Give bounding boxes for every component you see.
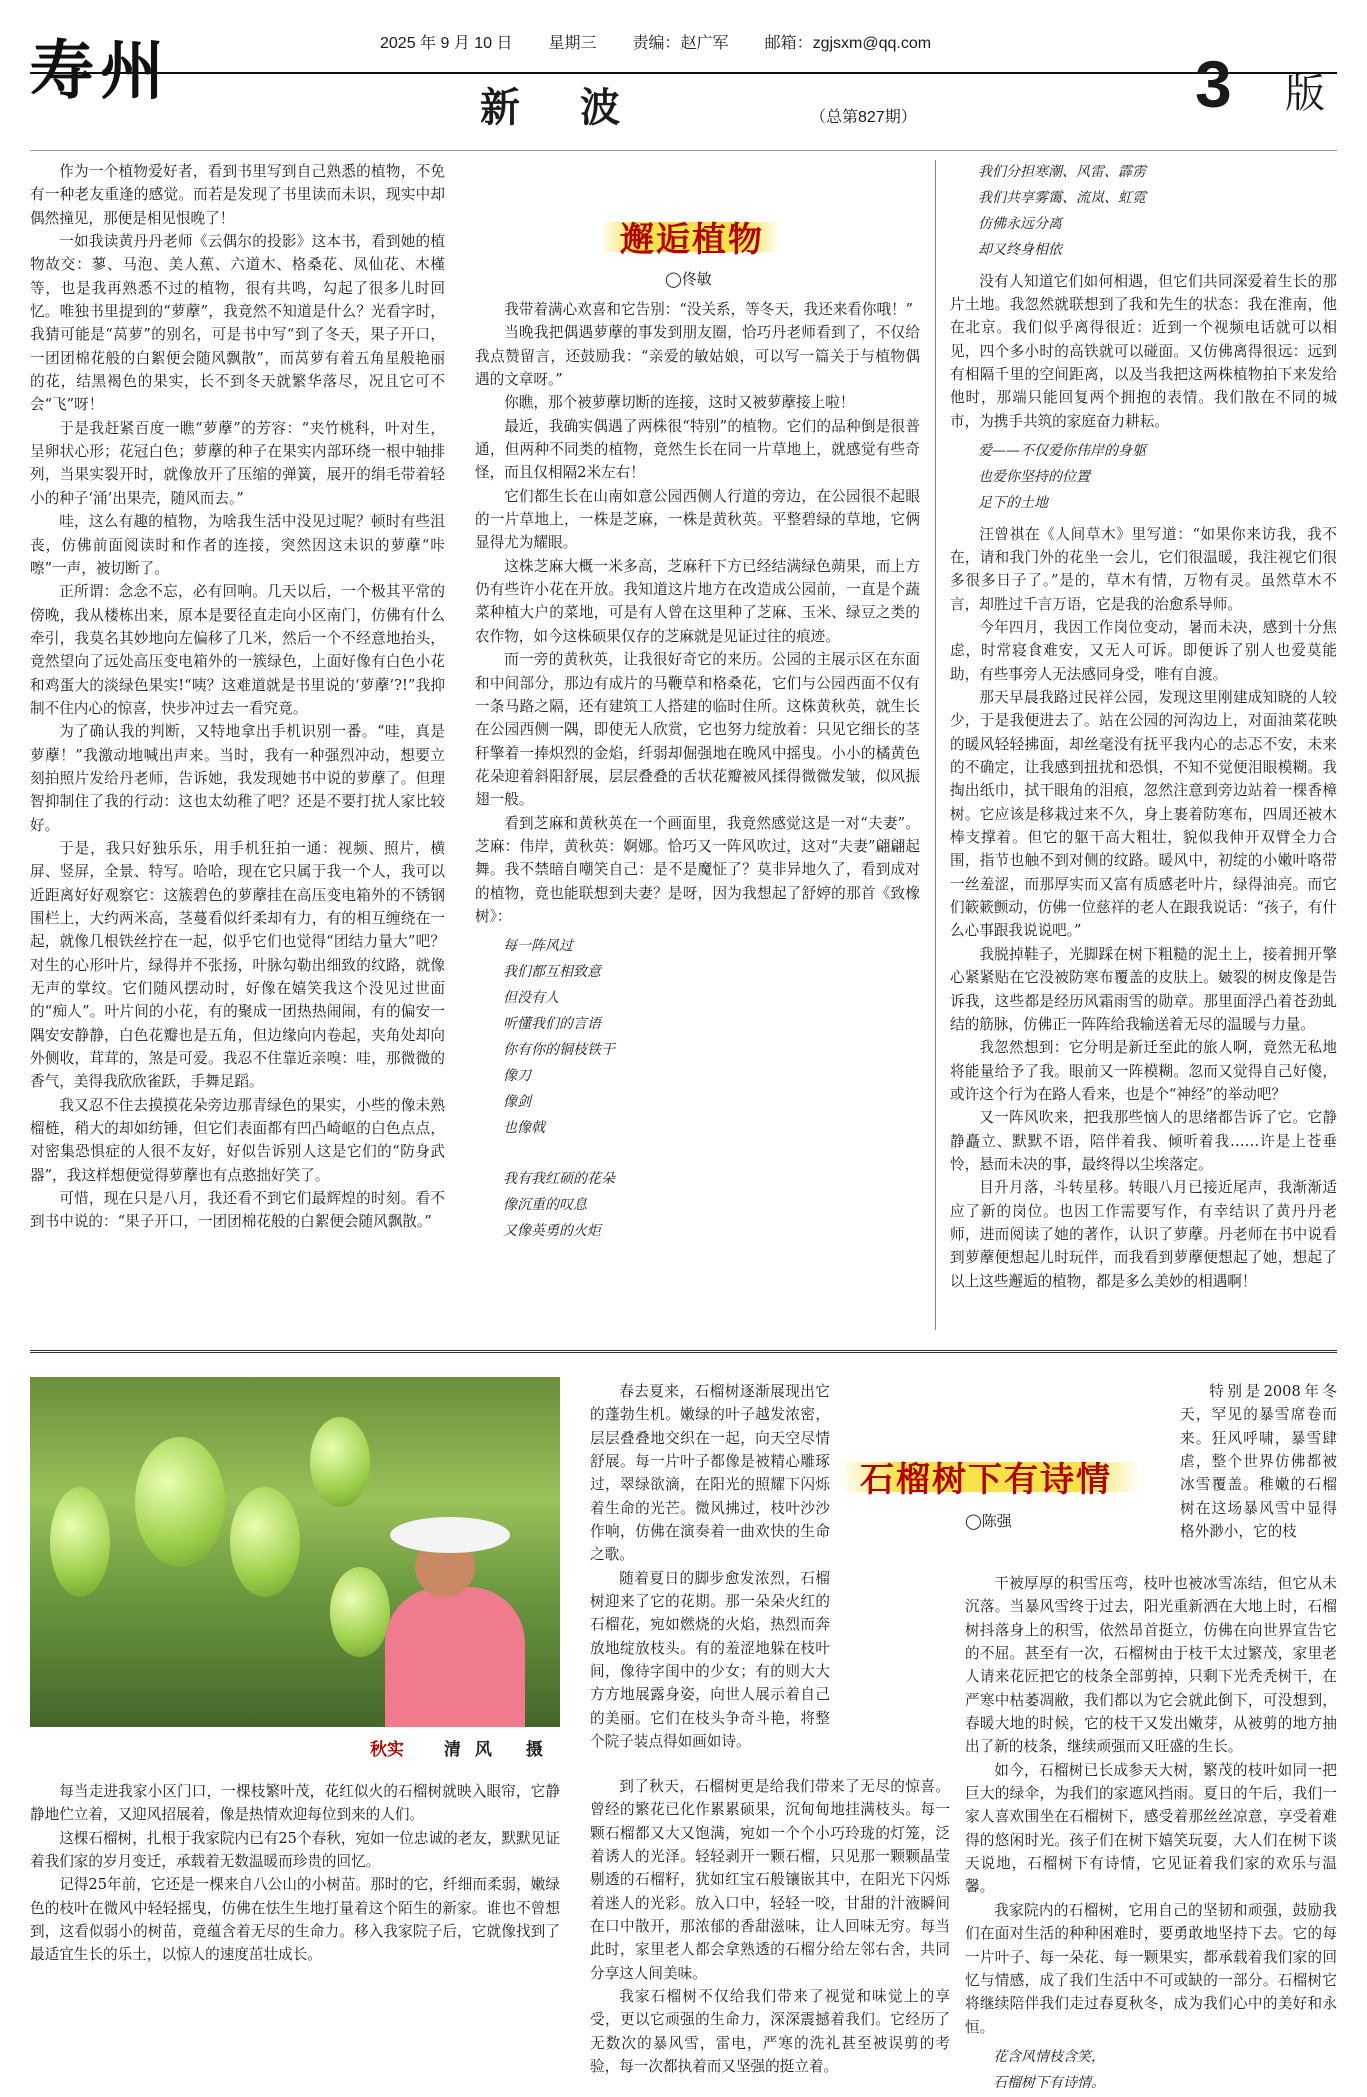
poem-line: 像刀	[503, 1067, 531, 1084]
paragraph: 今年四月，我因工作岗位变动，暑而未决，感到十分焦虑，时常寝食难安，又无人可诉。即便诉了别人也爱莫能助，有些事旁人无法感同身受，唯有自渡。	[950, 619, 1337, 683]
article1-title: 邂逅植物	[620, 220, 764, 260]
paragraph: 又一阵风吹来，把我那些恼人的思绪都告诉了它。它静静矗立、默默不语，陪伴着我、倾听着我……许是上苍垂怜，悬而未决的事，最终得以尘埃落定。	[950, 1109, 1337, 1173]
paragraph: 为了确认我的判断，又特地拿出手机识别一番。“哇，真是萝藦！”我激动地喊出声来。当时，我有一种强烈冲动，想要立刻拍照片发给丹老师，告诉她，我发现她书中说的萝藦了。但理智抑制住了我的行动：这也太幼稚了吧？还是不要打扰人家比较好。	[30, 723, 445, 834]
paragraph: 我脱掉鞋子，光脚踩在树下粗糙的泥土上，接着拥开擎心紧紧贴在它没被防寒布覆盖的皮肤上。皴裂的树皮像是告诉我，这些都是经历风霜雨雪的勋章。那里面浮凸着苍劲虬结的筋脉，仿佛正一阵阵给我输送着无尽的温暖与力量。	[950, 945, 1337, 1033]
paragraph: 这株芝麻大概一米多高，芝麻秆下方已经结满绿色蒴果，而上方仍有些许小花在开放。我知道这片地方在改造成公园前，一直是个蔬菜种植大户的菜地，可是有人曾在这里种了芝麻、玉米、绿豆之类的农作物，如今这株硕果仅存的芝麻就是见证过往的痕迹。	[475, 557, 920, 645]
editor-credit: 责编：赵广军	[632, 35, 729, 52]
issue-weekday: 星期三	[548, 35, 597, 52]
section-divider	[30, 1350, 1337, 1353]
caption-title: 秋实	[370, 1740, 404, 1760]
paragraph: 我家院内的石榴树，它用自己的坚韧和顽强，鼓励我们在面对生活的种种困难时，要勇敢地坚持下去。它的每一片叶子、每一朵花、每一颗果实，都承载着我们家的回忆与情感，成了我们生活中不可或缺的一部分。石榴树它将继续陪伴我们走过春夏秋冬，成为我们心中的美好和永恒。	[965, 1901, 1337, 2036]
page-number: 3	[1195, 47, 1232, 121]
article2-byline: ◯陈强	[965, 1512, 1012, 1530]
paragraph: 当晚我把偶遇萝藦的事发到朋友圈，恰巧丹老师看到了，不仅给我点赞留言，还鼓励我：“亲爱的敏姑娘，可以写一篇关于与植物偶遇的文章呀。”	[475, 324, 920, 389]
column-divider	[935, 160, 936, 1330]
paragraph: 我家石榴树不仅给我们带来了视觉和味觉上的享受，更以它顽强的生命力，深深震撼着我们。它经历了无数次的暴风雪，雷电，严寒的洗礼甚至被误剪的考验，每一次都执着而又坚强的挺立着。	[590, 1988, 950, 2076]
article2-column-left	[30, 1780, 560, 2060]
paragraph: 我忽然想到：它分明是新迁至此的旅人啊，竟然无私地将能量给予了我。眼前又一阵模糊。忽而又觉得自己好傻，或许这个行为在路人看来，也是个“神经”的举动吧？	[950, 1039, 1337, 1103]
paragraph: 那天早晨我路过民祥公园，发现这里刚建成知晓的人较少，于是我便进去了。站在公园的河沟边上，对面油菜花映的暖风轻轻拂面，却丝毫没有抚平我内心的忐忑不安，未来的不确定，让我感到扭扰和恐惧，不知不觉便泪眼模糊。我掏出纸巾，拭干眼角的泪痕，忽然注意到旁边站着一棵香樟树。它应该是移栽过来不久，身上裹着防寒布，四周还被木棒支撑着。但它的躯干高大粗壮，貌似我伸开双臂全力合围，指节也触不到对侧的纹路。暖风中，初绽的小嫩叶咯带一丝羞涩，而那厚实而又富有质感老叶片，绿得油亮。而它们簌簌颤动，仿佛一位慈祥的老人在跟我说话：“孩子，有什么心事跟我说说吧。”	[950, 689, 1337, 940]
paragraph: 一如我读黄丹丹老师《云偶尔的投影》这本书，看到她的植物故交：蓼、马泡、美人蕉、六道木、格桑花、凤仙花、木槿等，也是我再熟悉不过的植物，很有共鸣，勾起了很多儿时回忆。唯独书里提到的“萝藦”，我竟然不知道是什么？光看字时，我猜可能是“莴萝”的别名，可是书中写“到了冬天，果子开口，一团团棉花般的白絮便会随风飘散”，而莴萝有着五角星般艳丽的花，结黑褐色的果实，长不到冬天就繁华落尽，况且它可不会“飞”呀！	[30, 233, 445, 414]
article1-column-2	[475, 298, 920, 1330]
issue-number: （总第827期）	[810, 109, 917, 126]
section-name: 新波	[480, 84, 680, 131]
paragraph: 作为一个植物爱好者，看到书里写到自己熟悉的植物，不免有一种老友重逢的感觉。而若是发现了书里读而未识，现实中却偶然撞见，那便是相见恨晚了！	[30, 163, 445, 227]
paragraph: 随着夏日的脚步愈发浓烈，石榴树迎来了它的花期。那一朵朵火红的石榴花，宛如燃烧的火焰，热烈而奔放地绽放枝头。有的羞涩地躲在枝叶间，像待字闺中的少女；有的则大大方方地展露身姿，向世人展示着自己的美丽。它们在枝头争奇斗艳，将整个院子装点得如画如诗。	[590, 1569, 830, 1751]
paragraph: 目升月落，斗转星移。转眼八月已接近尾声，我渐渐适应了新的岗位。也因工作需要写作，有幸结识了黄丹丹老师，进而阅读了她的著作，认识了萝藦。丹老师在书中说看到萝藦便想起儿时玩伴，而我看到萝藦便想起了她，想起了以上这些邂逅的植物，都是多么美妙的相遇啊！	[950, 1179, 1337, 1290]
grape-cluster	[310, 1417, 370, 1507]
masthead-info	[380, 30, 931, 53]
paragraph: 汪曾祺在《人间草木》里写道：“如果你来访我，我不在，请和我门外的花坐一会儿，它们很温暖，我注视它们很多很多日子了。”是的，草木有情，万物有灵。虽然草木不言，却胜过千言万语，它是我的治愈系导师。	[950, 525, 1337, 613]
poem-line: 听懂我们的言语	[503, 1015, 601, 1032]
poem-line: 我们都互相致意	[503, 964, 601, 981]
grape-harvest-photo	[30, 1377, 560, 1727]
poem-line: 我们共享雾霭、流岚、虹霓	[978, 189, 1146, 206]
poem-line: 你有你的铜枝铁干	[503, 1041, 615, 1058]
grape-cluster	[230, 1487, 300, 1597]
poem-line	[503, 1141, 920, 1167]
paragraph: 如今，石榴树已长成参天大树，繁茂的枝叶如同一把巨大的绿伞，为我们的家遮风挡雨。夏日的午后，我们一家人喜欢围坐在石榴树下，感受着那丝丝凉意，享受着难得的悠闲时光。孩子们在树下嬉笑玩耍，大人们在树下谈天说地，石榴树下有诗情，它见证着我们家的欢乐与温馨。	[965, 1761, 1337, 1896]
article2-column-right	[965, 1572, 1337, 2091]
article1-byline: ◯佟敏	[665, 270, 712, 288]
sun-hat	[390, 1517, 510, 1553]
paragraph: 这棵石榴树，扎根于我家院内已有25个春秋，宛如一位忠诚的老友，默默见证着我们家的岁月变迁，承载着无数温暖而珍贵的回忆。	[30, 1829, 560, 1871]
poem-line: 但没有人	[503, 990, 559, 1007]
caption-author: 清风 摄	[443, 1740, 557, 1760]
poem-line: 也像戟	[503, 1119, 545, 1136]
paragraph: 它们都生长在山南如意公园西侧人行道的旁边，在公园很不起眼的一片草地上，一株是芝麻，一株是黄秋英。平整碧绿的草地，它俩显得尤为耀眼。	[475, 487, 920, 552]
poem-line: 却又终身相依	[978, 241, 1062, 258]
poem-line: 也爱你坚持的位置	[978, 468, 1090, 485]
editor-email: 邮箱：zgjsxm@qq.com	[764, 35, 932, 52]
poem-line: 石榴树下有诗情。	[993, 2074, 1105, 2091]
poem-line: 我们分担寒潮、风雷、霹雳	[978, 164, 1146, 180]
article2-column-mid-bottom	[590, 1775, 950, 2076]
poem-line: 仿佛永远分离	[978, 215, 1062, 232]
paragraph: 看到芝麻和黄秋英在一个画面里，我竟然感觉这是一对“夫妻”。芝麻：伟岸，黄秋英：婀娜。恰巧又一阵风吹过，这对“夫妻”翩翩起舞。我不禁暗自嘲笑自己：是不是魔怔了？莫非异地久了，看到成对的植物，竟也能联想到夫妻？是呀，因为我想起了舒婷的那首《致橡树》：	[475, 814, 920, 925]
paragraph: 干被厚厚的积雪压弯，枝叶也被冰雪冻结，但它从未沉落。当暴风雪终于过去，阳光重新洒在大地上时，石榴树抖落身上的积雪，依然昂首挺立，仿佛在向世界宣告它的不屈。甚至有一次，石榴树由于枝干太过繁茂，家里老人请来花匠把它的枝条全部剪掉，只剩下光秃秃树干，在严寒中枯萎凋敝，我们都以为它会就此倒下，可没想到，春暖大地的时候，它的枝干又发出嫩芽，从被剪的地方抽出了新的枝条，继续顽强而又旺盛的生长。	[965, 1575, 1337, 1756]
paragraph: 而一旁的黄秋英，让我很好奇它的来历。公园的主展示区在东面和中间部分，那边有成片的马鞭草和格桑花，它们与公园西面不仅有一条马路之隔，还有建筑工人搭建的临时住所。这株黄秋英，就生长在公园西侧一隅，即使无人欣赏，它也努力绽放着：只见它细长的茎秆擎着一捧炽烈的金焰，纤弱却倔强地在晚风中摇曳。小小的橘黄色花朵迎着斜阳舒展，层层叠叠的舌状花瓣被风揉得微微发皱，似风振翅一般。	[475, 651, 920, 809]
poem-line: 我有我红硕的花朵	[503, 1171, 615, 1188]
paragraph: 我带着满心欢喜和它告别：“没关系，等冬天，我还来看你哦！”	[504, 301, 914, 318]
article1-poem-1	[475, 934, 920, 1245]
paragraph: 记得25年前，它还是一棵来自八公山的小树苗。那时的它，纤细而柔弱，嫩绿色的枝叶在微风中轻轻摇曳，仿佛在怯生生地打量着这个陌生的新家。谁也不曾想到，这看似弱小的树苗，竟蕴含着无尽的生命力。移入我家院子后，它就像找到了最适宜生长的乐土，以惊人的速度茁壮成长。	[30, 1876, 560, 1964]
poem-line: 足下的土地	[978, 494, 1048, 511]
photo-caption	[370, 1735, 557, 1760]
poem-line: 又像英勇的火炬	[503, 1223, 601, 1240]
article1-column-1	[30, 160, 445, 1330]
article1-poem-3	[950, 439, 1337, 517]
paragraph: 每当走进我家小区门口，一棵枝繁叶茂，花红似火的石榴树就映入眼帘，它静静地伫立着，又迎风招展着，像是热情欢迎每位到来的人们。	[30, 1783, 560, 1824]
paragraph: 你瞧，那个被萝藦切断的连接，这时又被萝藦接上啦！	[504, 394, 855, 412]
grape-cluster	[135, 1437, 225, 1567]
paragraph: 正所谓：念念不忘，必有回响。几天以后，一个极其平常的傍晚，我从楼栋出来，原本是要径直走向小区南门，仿佛有什么牵引，我莫名其妙地向左偏移了几米，然后一个不经意地抬头，竟然望向了远处高压变电箱外的一簇绿色，上面好像有白色小花和鸡蛋大的淡绿色果实!“咦？这难道就是书里说的‘萝藦’?!”我抑制不住内心的惊喜，快步冲过去一看究竟。	[30, 583, 445, 717]
paragraph: 特别是2008年冬天，罕见的暴雪席卷而来。狂风呼啸，暴雪肆虐，整个世界仿佛都被冰雪覆盖。稚嫩的石榴树在这场暴风雪中显得格外渺小，它的枝	[1180, 1383, 1337, 1541]
paragraph: 于是我赶紧百度一瞧“萝藦”的芳容：“夹竹桃科，叶对生，呈卵状心形；花冠白色；萝藦的种子在果实内部环绕一根中轴排列，当果实裂开时，就像放开了压缩的弹簧，展开的绢毛带着轻小的种子‘涌’出果壳，随风而去。”	[30, 419, 445, 507]
article1-column-3	[950, 160, 1337, 1330]
page-label: 版	[1285, 71, 1325, 117]
poem-line: 爱——不仅爱你伟岸的身躯	[978, 442, 1146, 459]
grape-cluster	[330, 1567, 390, 1657]
article2-column-right-top	[1180, 1380, 1337, 1570]
grape-cluster	[50, 1487, 110, 1597]
masthead-logo: 寿州	[30, 34, 170, 109]
issue-date: 2025 年 9 月 10 日	[380, 35, 513, 52]
poem-line: 每一阵风过	[503, 938, 573, 955]
poem-line: 像沉重的叹息	[503, 1197, 587, 1214]
paragraph: 哇，这么有趣的植物，为啥我生活中没见过呢？顿时有些沮丧，仿佛前面阅读时和作者的连接，突然因这未识的萝藦“咔嚓”一声，被切断了。	[30, 513, 445, 577]
header-rule	[30, 150, 1337, 151]
masthead-rule	[30, 72, 1337, 74]
article2-column-mid-top	[590, 1380, 830, 1770]
paragraph: 到了秋天，石榴树更是给我们带来了无尽的惊喜。曾经的繁花已化作累累硕果，沉甸甸地挂满枝头。每一颗石榴都又大又饱满，宛如一个个小巧玲珑的灯笼，泛着诱人的光泽。轻轻剥开一颗石榴，只见那一颗颗晶莹剔透的石榴籽，犹如红宝石般镶嵌其中，在阳光下闪烁着迷人的光彩。放入口中，轻轻一咬，甘甜的汁液瞬间在口中散开，那浓郁的香甜滋味，让人回味无穷。每当此时，家里老人都会拿熟透的石榴分给左邻右舍，共同分享这人间美味。	[590, 1778, 950, 1982]
paragraph: 最近，我确实偶遇了两株很“特别”的植物。它们的品种倒是很普通，但两种不同类的植物，竟然生长在同一片草地上，就感觉有些奇怪，而且仅相隔2米左右！	[475, 417, 920, 482]
paragraph: 可惜，现在只是八月，我还看不到它们最辉煌的时刻。看不到书中说的：“果子开口，一团团棉花般的白絮便会随风飘散。”	[30, 1190, 445, 1231]
paragraph: 于是，我只好独乐乐，用手机狂拍一通：视频、照片，横屏、竖屏，全景、特写。哈哈，现在它只属于我一个人，我可以近距离好好观察它：这簇碧色的萝藦挂在高压变电箱外的不锈钢围栏上，大约两米高，茎蔓看似纤柔却有力，有的相互缠绕在一起，就像几根铁丝拧在一起，似乎它们也觉得“团结力量大”吧？对生的心形叶片，绿得并不张扬，叶脉勾勒出细致的纹路，就像无声的掌纹。它们随风摆动时，好像在嬉笑我这个没见过世面的“痴人”。叶片间的小花，有的聚成一团热热闹闹，有的偏安一隅安安静静，白色花瓣也是五角，但边缘向内卷起，夹角处却向外侧收，茸茸的，煞是可爱。我忍不住靠近亲嗅：哇，那微微的香气，美得我欣欣雀跃，手舞足蹈。	[30, 839, 445, 1091]
article2-title: 石榴树下有诗情	[860, 1460, 1112, 1500]
article1-poem-2	[950, 160, 1337, 264]
paragraph: 我又忍不住去摸摸花朵旁边那青绿色的果实，小些的像未熟榴梿，稍大的却如纺锤，但它们表面都有凹凸崎岖的白色点点，对密集恐惧症的人很不友好，好似告诉别人这是它们的“防身武器”，我这样想便觉得萝藦也有点憨拙好笑了。	[30, 1096, 445, 1184]
person-figure	[385, 1587, 525, 1727]
poem-line: 像剑	[503, 1093, 531, 1110]
article2-closing-poem	[965, 2045, 1337, 2097]
paragraph: 没有人知道它们如何相遇，但它们共同深爱着生长的那片土地。我忽然就联想到了我和先生的状态：我在淮南，他在北京。我们似乎离得很近：近到一个视频电话就可以相见，四个多小时的高铁就可以碰面。又仿佛离得很远：远到有相隔千里的空间距离，以及当我把这两株植物拍下来发给他时，那端只能回复两个拥抱的表情。我们散在不同的城市，为携手共筑的家庭奋力耕耘。	[950, 272, 1337, 430]
paragraph: 春去夏来，石榴树逐渐展现出它的蓬勃生机。嫩绿的叶子越发浓密，层层叠叠地交织在一起，向天空尽情舒展。每一片叶子都像是被精心雕琢过，翠绿欲滴，在阳光的照耀下闪烁着生命的光芒。微风拂过，枝叶沙沙作响，仿佛在演奏着一曲欢快的生命之歌。	[590, 1383, 830, 1564]
poem-line: 花含风情枝含笑，	[993, 2048, 1105, 2065]
